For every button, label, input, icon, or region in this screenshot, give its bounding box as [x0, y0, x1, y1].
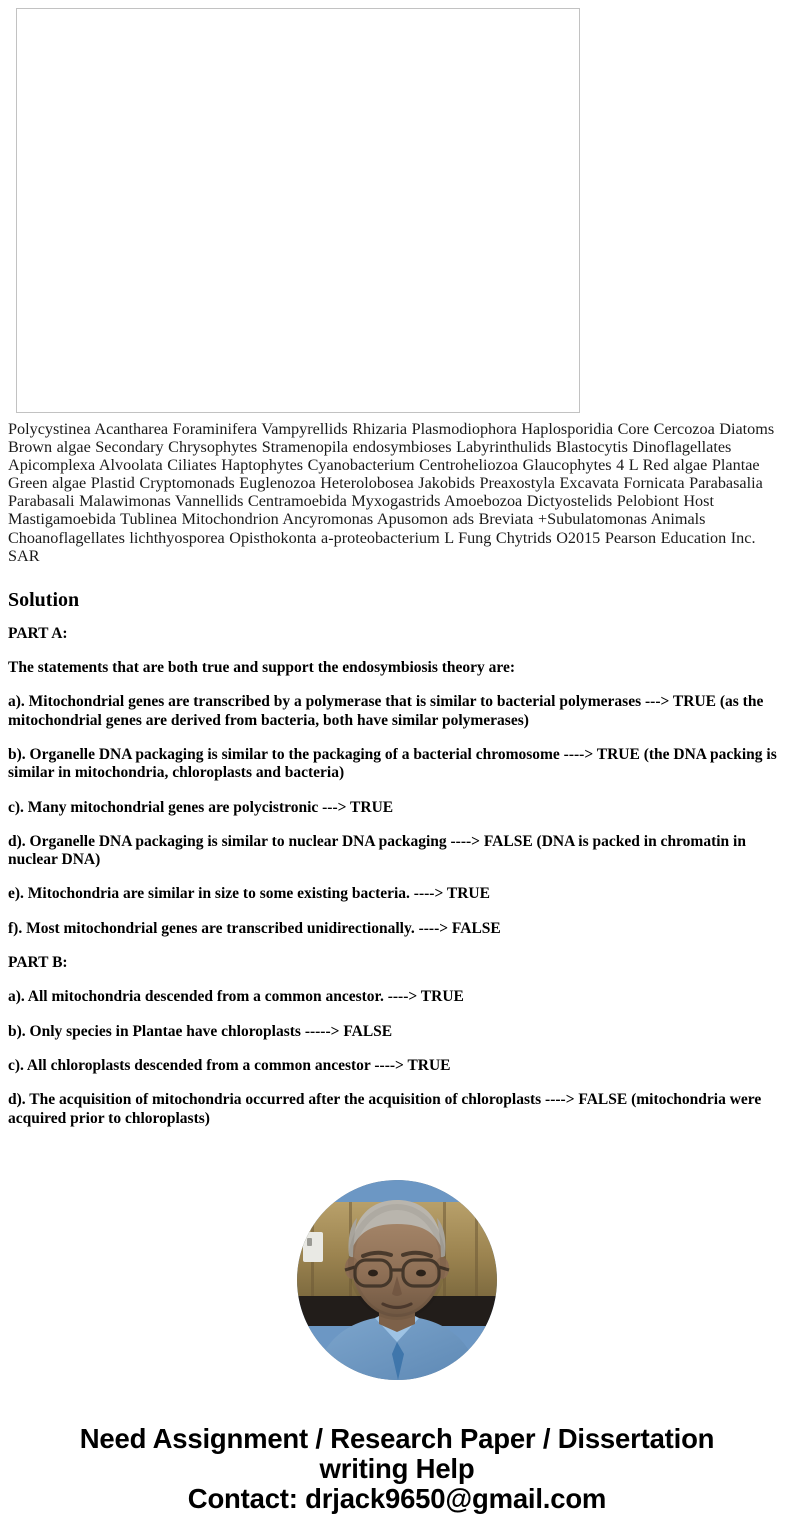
part-b-label: PART B:: [8, 954, 68, 972]
bottom-spacer: [0, 1514, 794, 1540]
part-a-item-d: d). Organelle DNA packaging is similar to nuclear DNA packaging ----> FALSE (DNA is packed in chromatin in nuclear DNA): [8, 832, 746, 869]
part-a-item-e: e). Mitochondria are similar in size to some existing bacteria. ----> TRUE: [8, 885, 490, 903]
document-page: [0, 8, 794, 1540]
broken-image-placeholder: [16, 8, 580, 413]
part-b-item-a: a). All mitochondria descended from a common ancestor. ----> TRUE: [8, 988, 464, 1006]
footer-line-2: writing Help: [319, 1452, 475, 1484]
part-a-item-a: a). Mitochondrial genes are transcribed by a polymerase that is similar to bacterial polymerases ---> TRUE (as the mitochondrial genes are derived from bacteria, both have similar polymerases): [8, 693, 764, 729]
avatar-photo-icon: [297, 1180, 497, 1380]
footer-line-1: Need Assignment / Research Paper / Dissertation: [79, 1422, 715, 1454]
avatar: [297, 1180, 497, 1380]
part-a-item-b: b). Organelle DNA packaging is similar to the packaging of a bacterial chromosome ----> TRUE (the DNA packing is similar in mitochondria, chloroplasts and bacteria): [8, 745, 777, 782]
taxonomy-caption-text: Polycystinea Acantharea Foraminifera Vampyrellids Rhizaria Plasmodiophora Haplosporidia Core Cercozoa Diatoms Brown algae Secondary Chrysophytes Stramenopila endosymbioses Labyrinthulids Blastocytis Dinoflagellates Apicomplexa Alvoolata Ciliates Haptophytes Cyanobacterium Centroheliozoa Glaucophytes 4 L Red algae Plantae Green algae Plastid Cryptomonads Euglenozoa Heterolobosea Jakobids Preaxostyla Excavata Fornicata Parabasalia Parabasali Malawimonas Vannellids Centramoebida Myxogastrids Amoebozoa Dictyostelids Pelobiont Host Mastigamoebida Tublinea Mitochondrion Ancyromonas Apusomon ads Breviata +Subulatomonas Animals Choanoflagellates lichthyosporea Opisthokonta a-proteobacterium L Fung Chytrids O2015 Pearson Education Inc. SAR: [8, 420, 775, 565]
solution-heading: Solution: [8, 588, 80, 611]
footer-advert: [6, 1424, 788, 1514]
part-b-item-c: c). All chloroplasts descended from a common ancestor ----> TRUE: [8, 1056, 451, 1074]
solution-section: [8, 589, 786, 1128]
part-a-item-f: f). Most mitochondrial genes are transcribed unidirectionally. ----> FALSE: [8, 919, 501, 937]
avatar-row: [0, 1180, 794, 1380]
part-b-item-b: b). Only species in Plantae have chloroplasts -----> FALSE: [8, 1022, 393, 1040]
part-b-item-d: d). The acquisition of mitochondria occurred after the acquisition of chloroplasts ----> FALSE (mitochondria were acquired prior to chloroplasts): [8, 1091, 762, 1127]
part-a-label: PART A:: [8, 624, 68, 642]
part-a-intro: The statements that are both true and support the endosymbiosis theory are:: [8, 659, 516, 677]
footer-contact-email: Contact: drjack9650@gmail.com: [187, 1482, 607, 1514]
part-a-item-c: c). Many mitochondrial genes are polycistronic ---> TRUE: [8, 798, 394, 816]
